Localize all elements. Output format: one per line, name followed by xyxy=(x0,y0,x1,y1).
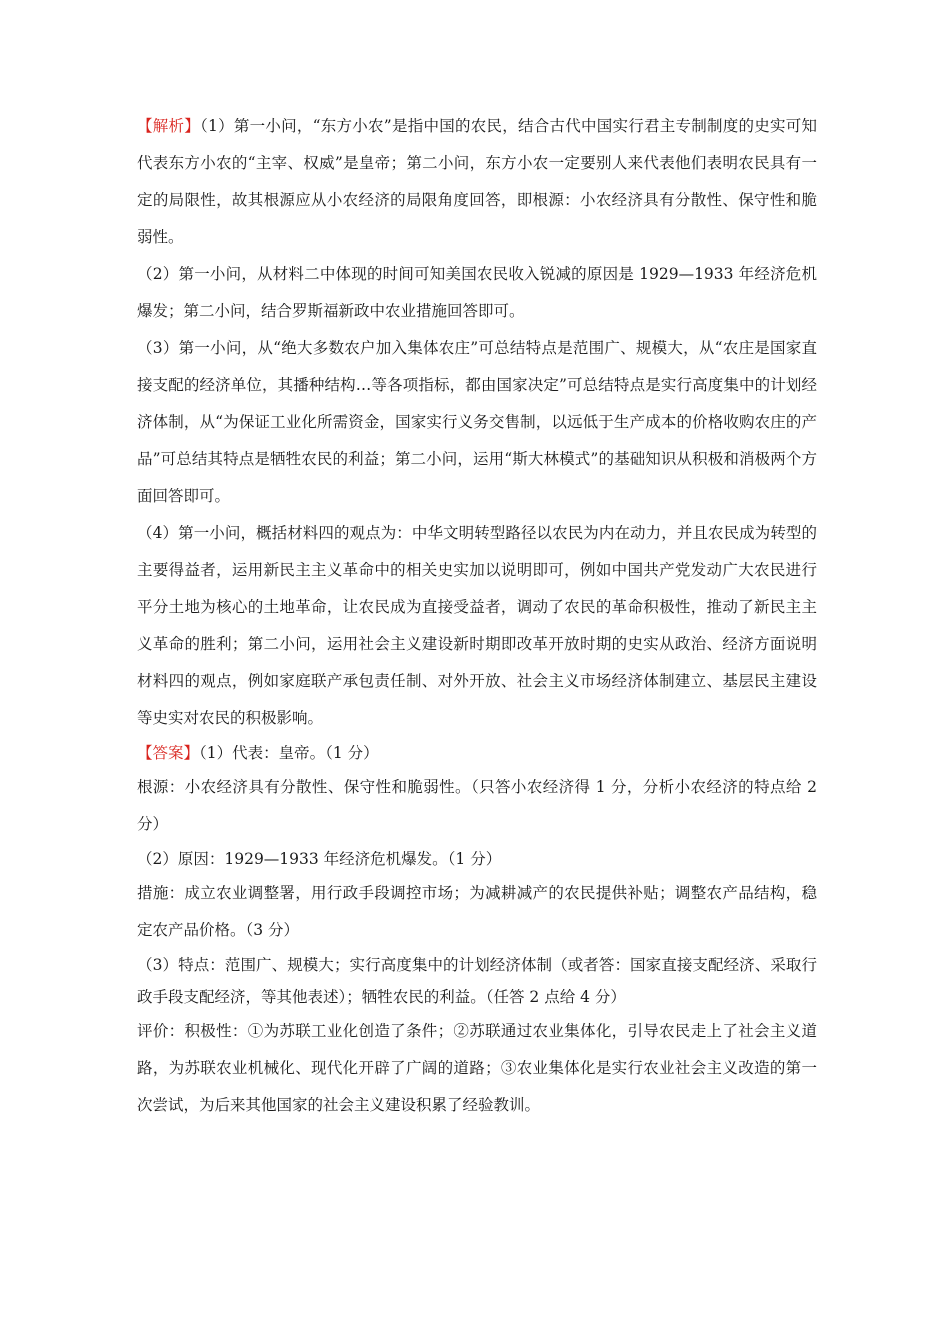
answer-text-1: （1）代表：皇帝。（1 分） xyxy=(199,744,379,762)
analysis-paragraph-2: （2）第一小问，从材料二中体现的时间可知美国农民收入锐减的原因是 1929—1933 年经济危机爆发；第二小问，结合罗斯福新政中农业措施回答即可。 xyxy=(137,265,817,320)
answer-paragraph-4: 措施：成立农业调整署，用行政手段调控市场；为减耕减产的农民提供补贴；调整农产品结构，稳定农产品价格。（3 分） xyxy=(137,884,817,939)
answer-paragraph-1 xyxy=(137,737,817,769)
analysis-paragraph-1 xyxy=(137,108,817,256)
answer-paragraph-3: （2）原因：1929—1933 年经济危机爆发。（1 分） xyxy=(137,850,502,868)
answer-paragraph-6: 评价：积极性：①为苏联工业化创造了条件；②苏联通过农业集体化，引导农民走上了社会主义道路，为苏联农业机械化、现代化开辟了广阔的道路；③农业集体化是实行农业社会主义改造的第一次尝试，为后来其他国家的社会主义建设积累了经验教训。 xyxy=(137,1022,817,1114)
analysis-tag: 【解析】 xyxy=(137,117,201,135)
analysis-paragraph-3: （3）第一小问，从“绝大多数农户加入集体农庄”可总结特点是范围广、规模大，从“农庄是国家直接支配的经济单位，其播种结构…等各项指标，都由国家决定”可总结特点是实行高度集中的计划经济体制，从“为保证工业化所需资金，国家实行义务交售制，以远低于生产成本的价格收购农庄的产品”可总结其特点是牺牲农民的利益；第二小问，运用“斯大林模式”的基础知识从积极和消极两个方面回答即可。 xyxy=(137,339,817,505)
answer-paragraph-5: （3）特点：范围广、规模大；实行高度集中的计划经济体制（或者答：国家直接支配经济、采取行政手段支配经济，等其他表述）；牺牲农民的利益。（任答 2 点给 4 分） xyxy=(137,956,817,1006)
document-body xyxy=(137,108,817,1124)
analysis-paragraph-4: （4）第一小问，概括材料四的观点为：中华文明转型路径以农民为内在动力，并且农民成为转型的主要得益者，运用新民主主义革命中的相关史实加以说明即可，例如中国共产党发动广大农民进行平分土地为核心的土地革命，让农民成为直接受益者，调动了农民的革命积极性，推动了新民主主义革命的胜利；第二小问，运用社会主义建设新时期即改革开放时期的史实从政治、经济方面说明材料四的观点，例如家庭联产承包责任制、对外开放、社会主义市场经济体制建立、基层民主建设等史实对农民的积极影响。 xyxy=(137,524,817,727)
analysis-text-1: （1）第一小问，“东方小农”是指中国的农民，结合古代中国实行君主专制制度的史实可知代表东方小农的“主宰、权威”是皇帝；第二小问，东方小农一定要别人来代表他们表明农民具有一定的局限性，故其根源应从小农经济的局限角度回答，即根源：小农经济具有分散性、保守性和脆弱性。 xyxy=(137,117,817,246)
answer-paragraph-2: 根源：小农经济具有分散性、保守性和脆弱性。（只答小农经济得 1 分，分析小农经济的特点给 2 分） xyxy=(137,778,817,833)
answer-tag: 【答案】 xyxy=(137,744,200,762)
